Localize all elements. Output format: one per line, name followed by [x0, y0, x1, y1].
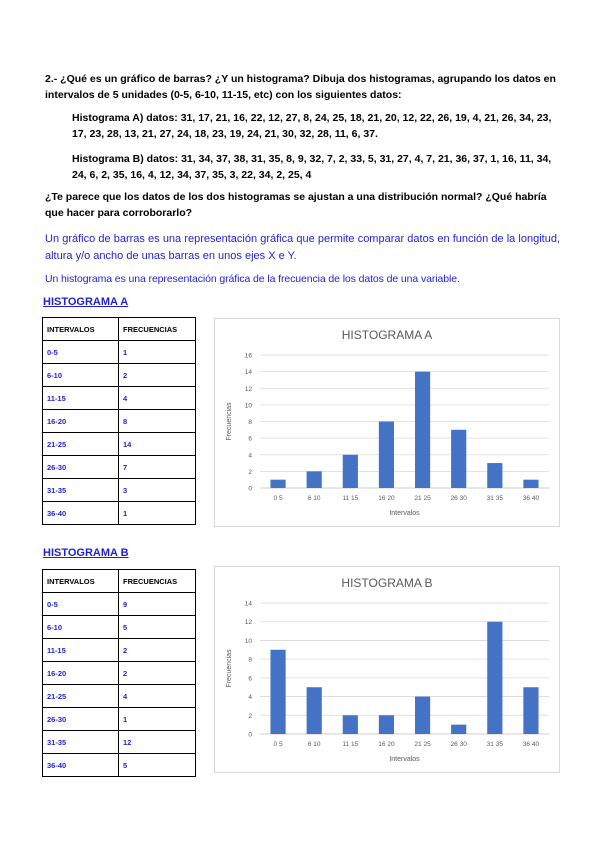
table-cell-interval: 16-20: [43, 662, 119, 685]
table-row: [43, 685, 196, 708]
answer-histogram: Un histograma es una representación gráfica de la frecuencia de los datos de una variable.: [45, 273, 460, 285]
bar: [415, 697, 430, 734]
x-tick-label: 31 35: [486, 495, 503, 502]
bar: [379, 422, 394, 489]
bar: [379, 715, 394, 734]
chart-a-frame: [214, 318, 560, 527]
bar: [307, 687, 322, 734]
table-row: [43, 639, 196, 662]
table-cell-frequency: 2: [119, 364, 196, 387]
x-tick-label: 0 5: [273, 741, 283, 748]
table-cell-interval: 0-5: [43, 341, 119, 364]
y-axis-label: Frecuencias: [226, 649, 233, 688]
x-axis-label: Intervalos: [389, 756, 420, 763]
chart-title: HISTOGRAMA A: [341, 328, 433, 342]
y-tick-label: 16: [244, 352, 252, 360]
data-b-text: Histograma B) datos: 31, 34, 37, 38, 31, 35, 8, 9, 32, 7, 2, 33, 5, 31, 27, 4, 7, 21, 36, 37, 1, 16, 11, 34, 24, 6, 2, 35, 16, 4, 12, 34, 37, 35, 3, 22, 34, 2, 25, 4: [72, 153, 552, 181]
data-a-text: Histograma A) datos: 31, 17, 21, 16, 22, 12, 27, 8, 24, 25, 18, 21, 20, 12, 22, 26, 19, 4, 21, 26, 34, 23, 17, 23, 28, 13, 21, 27, 24, 18, 23, 19, 24, 21, 30, 32, 28, 11, 6, 37.: [72, 112, 552, 140]
table-cell-interval: 31-35: [43, 479, 119, 502]
table-row: [43, 479, 196, 502]
table-cell-interval: 6-10: [43, 364, 119, 387]
y-tick-label: 12: [244, 619, 252, 627]
bar: [487, 622, 502, 734]
x-tick-label: 31 35: [486, 741, 503, 748]
chart-title: HISTOGRAMA B: [341, 576, 433, 590]
histogram-b-chart: [215, 567, 559, 772]
bar: [487, 463, 502, 488]
section-a-title: HISTOGRAMA A: [43, 296, 129, 308]
table-cell-interval: 21-25: [43, 685, 119, 708]
x-tick-label: 26 30: [450, 495, 467, 502]
x-tick-label: 6 10: [307, 495, 321, 502]
table-a-header-intervals: INTERVALOS: [43, 318, 119, 341]
x-tick-label: 36 40: [522, 495, 540, 502]
y-tick-label: 0: [248, 485, 252, 493]
table-cell-frequency: 1: [119, 708, 196, 731]
table-cell-interval: 31-35: [43, 731, 119, 754]
y-tick-label: 14: [244, 369, 252, 377]
table-row: [43, 433, 196, 456]
table-cell-frequency: 14: [119, 433, 196, 456]
x-tick-label: 11 15: [342, 741, 359, 748]
x-tick-label: 21 25: [414, 495, 431, 502]
y-tick-label: 4: [248, 452, 252, 460]
y-tick-label: 10: [244, 637, 252, 645]
table-cell-frequency: 7: [119, 456, 196, 479]
chart-b-frame: [214, 566, 560, 773]
table-a-header-row: [43, 318, 196, 341]
y-tick-label: 10: [244, 402, 252, 410]
table-row: [43, 341, 196, 364]
bar: [451, 725, 466, 734]
table-cell-frequency: 4: [119, 387, 196, 410]
bar: [451, 430, 466, 488]
y-tick-label: 8: [248, 656, 252, 664]
y-tick-label: 12: [244, 385, 252, 393]
table-row: [43, 410, 196, 433]
bar: [523, 480, 538, 488]
table-cell-frequency: 1: [119, 341, 196, 364]
table-row: [43, 456, 196, 479]
y-tick-label: 14: [244, 600, 252, 608]
x-tick-label: 16 20: [378, 741, 395, 748]
table-row: [43, 593, 196, 616]
table-row: [43, 364, 196, 387]
table-cell-frequency: 2: [119, 639, 196, 662]
section-b-title: HISTOGRAMA B: [43, 547, 129, 559]
y-tick-label: 6: [248, 435, 252, 443]
y-tick-label: 2: [248, 468, 252, 476]
table-cell-interval: 36-40: [43, 754, 119, 777]
table-cell-frequency: 5: [119, 754, 196, 777]
table-row: [43, 731, 196, 754]
table-row: [43, 387, 196, 410]
bar: [307, 471, 322, 488]
table-row: [43, 754, 196, 777]
table-cell-interval: 6-10: [43, 616, 119, 639]
table-row: [43, 662, 196, 685]
table-cell-interval: 26-30: [43, 708, 119, 731]
y-axis-label: Frecuencias: [226, 402, 233, 441]
x-tick-label: 36 40: [522, 741, 540, 748]
table-cell-frequency: 3: [119, 479, 196, 502]
table-cell-frequency: 9: [119, 593, 196, 616]
table-cell-interval: 0-5: [43, 593, 119, 616]
followup-question: ¿Te parece que los datos de los dos histogramas se ajustan a una distribución normal? ¿Qué habría que hacer para corroborarlo?: [45, 191, 547, 219]
table-b-header-intervals: INTERVALOS: [43, 570, 119, 593]
x-tick-label: 21 25: [414, 741, 431, 748]
table-b-header-row: [43, 570, 196, 593]
bar: [270, 650, 285, 734]
table-cell-interval: 26-30: [43, 456, 119, 479]
y-tick-label: 8: [248, 419, 252, 426]
bar: [270, 480, 285, 488]
x-tick-label: 6 10: [307, 741, 321, 748]
table-row: [43, 616, 196, 639]
table-b: [42, 569, 196, 777]
bar: [343, 455, 358, 488]
table-cell-interval: 21-25: [43, 433, 119, 456]
y-tick-label: 0: [248, 731, 252, 739]
x-tick-label: 0 5: [273, 495, 283, 502]
table-cell-frequency: 5: [119, 616, 196, 639]
table-row: [43, 502, 196, 525]
x-axis-label: Intervalos: [389, 510, 420, 517]
bar: [523, 687, 538, 734]
histogram-a-chart: [215, 319, 559, 526]
table-row: [43, 708, 196, 731]
x-tick-label: 26 30: [450, 741, 467, 748]
bar: [415, 372, 430, 488]
table-cell-frequency: 4: [119, 685, 196, 708]
answer-bar-chart: Un gráfico de barras es una representación gráfica que permite comparar datos en función de la longitud, altura y/o ancho de unas barras en unos ejes X e Y.: [45, 233, 560, 262]
table-cell-interval: 11-15: [43, 387, 119, 410]
table-cell-interval: 16-20: [43, 410, 119, 433]
table-b-header-frequencies: FRECUENCIAS: [119, 570, 196, 593]
y-tick-label: 4: [248, 694, 252, 702]
table-cell-interval: 11-15: [43, 639, 119, 662]
question-intro: 2.- ¿Qué es un gráfico de barras? ¿Y un histograma? Dibuja dos histogramas, agrupando los datos en intervalos de 5 unidades (0-5, 6-10, 11-15, etc) con los siguientes datos:: [45, 73, 556, 101]
y-tick-label: 6: [248, 675, 252, 683]
bar: [343, 715, 358, 734]
table-a: [42, 317, 196, 525]
table-cell-frequency: 12: [119, 731, 196, 754]
y-tick-label: 2: [248, 712, 252, 720]
table-cell-frequency: 8: [119, 410, 196, 433]
x-tick-label: 16 20: [378, 495, 395, 502]
table-cell-frequency: 1: [119, 502, 196, 525]
table-cell-interval: 36-40: [43, 502, 119, 525]
x-tick-label: 11 15: [342, 495, 359, 502]
table-cell-frequency: 2: [119, 662, 196, 685]
table-a-header-frequencies: FRECUENCIAS: [119, 318, 196, 341]
